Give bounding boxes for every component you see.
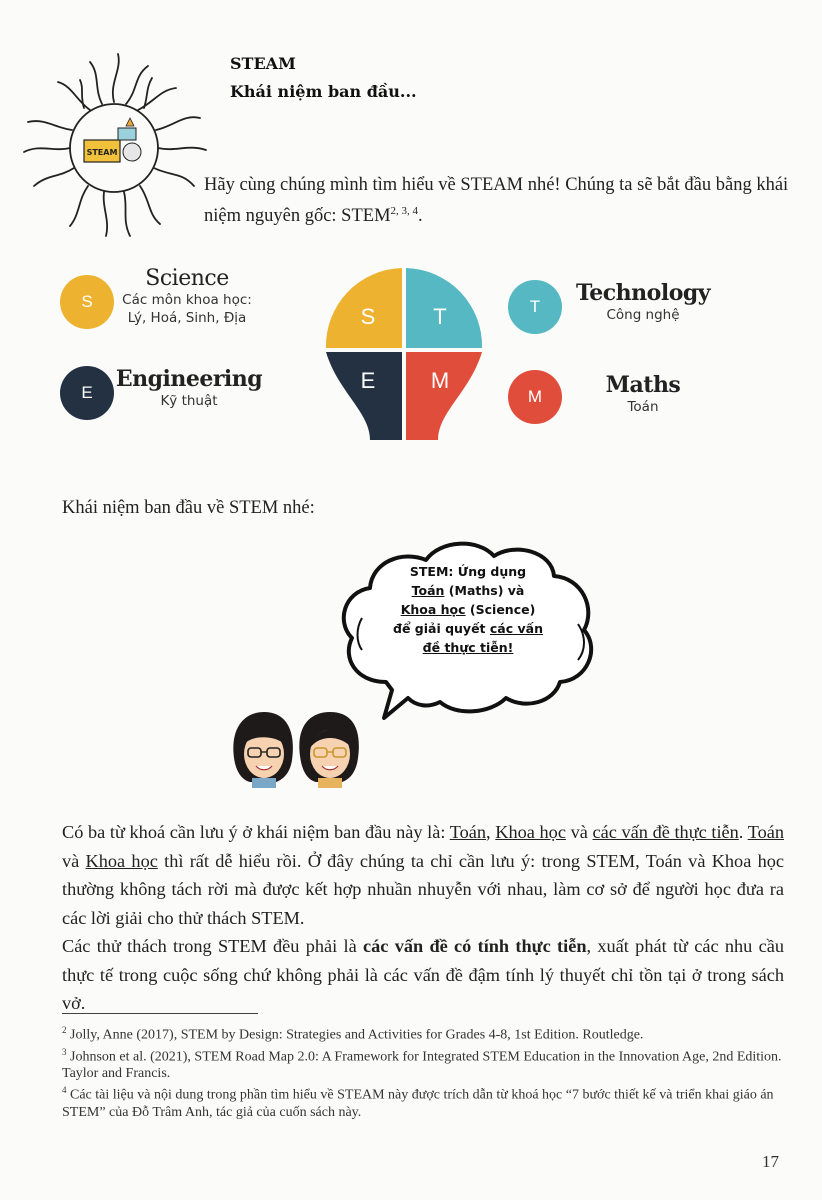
footnotes: [62, 1022, 784, 1121]
keyword-toan-2: Toán: [747, 822, 784, 842]
footnote-3: [62, 1044, 784, 1083]
stem-bulb: [318, 262, 490, 462]
footnote-2-num: 2: [62, 1025, 67, 1035]
intro-end: .: [418, 206, 423, 227]
p1-intro: Có ba từ khoá cần lưu ý ở khái niệm ban đầu này là:: [62, 822, 450, 842]
footnote-2-text: Jolly, Anne (2017), STEM by Design: Strategies and Activities for Grades 4-8, 1st Edition. Routledge.: [70, 1027, 644, 1043]
p1-and: và: [565, 822, 593, 842]
avatar-left: [233, 712, 293, 788]
avatar-right: [299, 712, 359, 788]
science-sub2: Lý, Hoá, Sinh, Địa: [127, 310, 247, 326]
bulb-letter-s: S: [360, 304, 376, 329]
intro-paragraph: [204, 172, 794, 229]
p1-and-2: và: [62, 850, 86, 871]
bubble-maths: (Maths) và: [448, 583, 525, 598]
technology-sub: Công nghệ: [606, 307, 680, 323]
science-title: Science: [145, 266, 229, 291]
body-paragraph-1: [62, 818, 784, 932]
bubble-line-2: [372, 581, 564, 600]
engineering-letter: E: [81, 383, 93, 402]
section-title: STEAM: [230, 54, 296, 73]
intro-text: Hãy cùng chúng mình tìm hiểu về STEAM nhé! Chúng ta sẽ bắt đầu bằng khái niệm nguyên gốc: STEM: [204, 175, 789, 227]
bubble-line-3: [372, 600, 564, 619]
footnote-4-num: 4: [62, 1085, 67, 1096]
science-letter: S: [81, 292, 93, 311]
footnote-2: [62, 1022, 784, 1044]
maths-label: [578, 372, 708, 416]
science-circle: [60, 275, 114, 329]
page-number: 17: [762, 1152, 779, 1171]
section-subtitle: Khái niệm ban đầu...: [230, 82, 417, 101]
bulb-letter-m: M: [430, 368, 450, 393]
p2-bold: các vấn đề có tính thực tiễn: [363, 936, 587, 956]
sun-badge-label: STEAM: [86, 148, 118, 157]
bubble-l4a: để giải quyết: [393, 621, 486, 636]
science-label: [112, 266, 262, 327]
keyword-vande: các vấn đề thực tiễn: [592, 822, 739, 842]
keyword-khoahoc: Khoa học: [495, 822, 566, 842]
footnote-3-text: Johnson et al. (2021), STEM Road Map 2.0: A Framework for Integrated STEM Education in the Innovation Age, 2nd Edition. Taylor and Francis.: [62, 1049, 782, 1082]
technology-label: [568, 280, 718, 324]
engineering-sub: Kỹ thuật: [160, 393, 218, 409]
technology-letter: T: [529, 297, 541, 316]
p1-rest: thì rất dễ hiểu rồi. Ở đây chúng ta chỉ cần lưu ý: trong STEM, Toán và Khoa học thường không tách rời mà được kết hợp nhuần nhuyễn với nhau, làm cơ sở để người học đưa ra các lời giải cho thử thách STEM.: [62, 850, 784, 928]
p2-rest: , xuất phát từ các nhu cầu thực tế trong cuộc sống chứ không phải là các vấn đề đậm tính lý thuyết chỉ tồn tại ở trong sách vở.: [62, 936, 785, 1013]
body-text: [62, 818, 784, 1018]
technology-circle: [508, 280, 562, 334]
footnote-3-num: 3: [62, 1046, 67, 1057]
maths-circle: [508, 370, 562, 424]
footnote-4-text: Các tài liệu và nội dung trong phần tìm hiểu về STEAM này được trích dẫn từ khoá học “7 bước thiết kế và triển khai giáo án STEM” của Đỗ Trâm Anh, tác giả của cuốn sách này.: [62, 1087, 774, 1120]
engineering-title: Engineering: [115, 366, 263, 392]
maths-title: Maths: [605, 372, 681, 398]
bubble-line-5: đề thực tiễn!: [422, 640, 514, 655]
keyword-toan: Toán: [449, 822, 487, 842]
p1-sep: ,: [486, 822, 496, 842]
intro-footnote-refs: 2, 3, 4: [390, 205, 419, 217]
footnote-4: [62, 1082, 784, 1121]
science-sub1: Các môn khoa học:: [122, 292, 252, 308]
bubble-line-4: [372, 619, 564, 638]
footnote-divider: [62, 1013, 258, 1014]
lead-sentence: Khái niệm ban đầu về STEM nhé:: [62, 498, 315, 518]
maths-letter: M: [527, 387, 543, 406]
p1-end: .: [738, 822, 744, 842]
body-paragraph-2: [62, 932, 784, 1018]
technology-title: Technology: [575, 280, 711, 306]
bubble-khoahoc: Khoa học: [400, 602, 466, 617]
section-header: [230, 50, 417, 106]
p2-intro: Các thử thách trong STEM đều phải là: [62, 936, 364, 956]
bubble-cacvan: các vấn: [489, 621, 543, 636]
author-avatars: [230, 708, 360, 790]
bubble-toan: Toán: [411, 583, 445, 598]
maths-sub: Toán: [627, 399, 659, 415]
bulb-letter-t: T: [433, 304, 447, 329]
bubble-line-1: STEM: Ứng dụng: [409, 564, 527, 579]
steam-sun-logo: [14, 48, 214, 243]
bubble-science: (Science): [469, 602, 536, 617]
engineering-label: [112, 366, 266, 410]
engineering-circle: [60, 366, 114, 420]
keyword-khoahoc-2: Khoa học: [85, 850, 158, 871]
bulb-letter-e: E: [360, 368, 376, 393]
bubble-text: [372, 562, 564, 657]
